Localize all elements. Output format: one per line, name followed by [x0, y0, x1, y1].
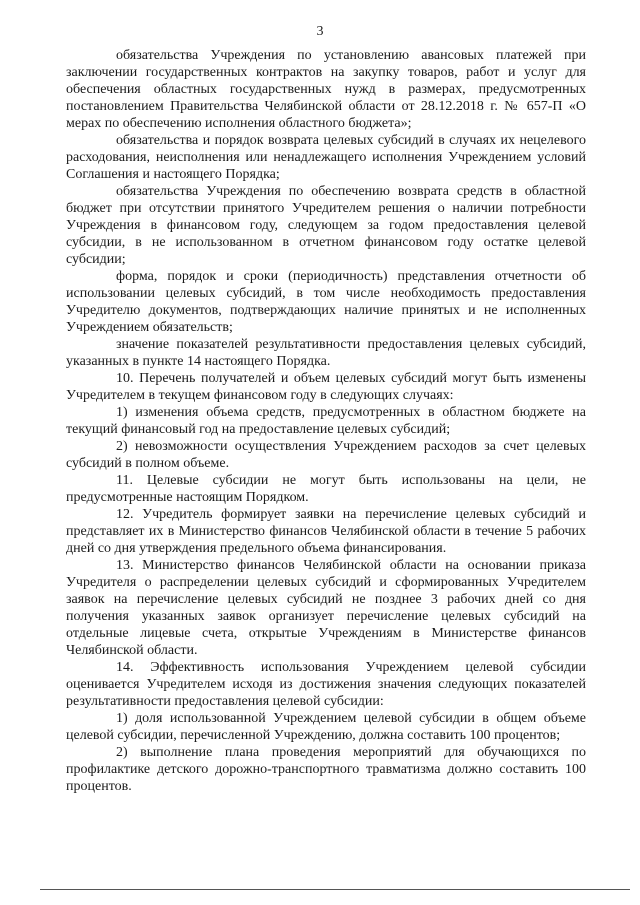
page-number: 3: [316, 24, 324, 39]
paragraph-item-10-1: 1) изменения объема средств, предусмотренных в областном бюджете на текущий финансовый год на предоставление целевых субсидий;: [66, 405, 586, 437]
bottom-divider: [40, 889, 630, 890]
paragraph-item-13: 13. Министерство финансов Челябинской области на основании приказа Учредителя о распределении целевых субсидий и сформированных Учредителем заявок на перечисление целевых субсидий не позднее 3 рабочих дней со дня получения указанных заявок организует перечисление целевых субсидий на отдельные лицевые счета, открытые Учреждениям в Министерстве финансов Челябинской области.: [66, 558, 586, 658]
paragraph-item-12: 12. Учредитель формирует заявки на перечисление целевых субсидий и представляет их в Министерство финансов Челябинской области в течение 5 рабочих дней со дня утверждения предельного объема финансирования.: [66, 507, 586, 556]
document-body: [66, 47, 586, 795]
paragraph-item-14-1: 1) доля использованной Учреждением целевой субсидии в общем объеме целевой субсидии, перечисленной Учреждению, должна составить 100 процентов;: [66, 711, 586, 743]
paragraph-reporting-form: форма, порядок и сроки (периодичность) представления отчетности об использовании целевых субсидий, в том числе необходимость предоставления Учредителю документов, подтверждающих наличие принятых и не исполненных Учреждением обязательств;: [66, 269, 586, 335]
paragraph-item-14-2: 2) выполнение плана проведения мероприятий для обучающихся по профилактике детского дорожно-транспортного травматизма должно составить 100 процентов.: [66, 745, 586, 794]
paragraph-obligation-advance-payments: обязательства Учреждения по установлению авансовых платежей при заключении государственных контрактов на закупку товаров, работ и услуг для обеспечения областных государственных нужд в размерах, предусмотренных постановлением Правительства Челябинской области от 28.12.2018 г. № 657-П «О мерах по обеспечению исполнения областного бюджета»;: [66, 48, 586, 131]
paragraph-item-10: 10. Перечень получателей и объем целевых субсидий могут быть изменены Учредителем в текущем финансовом году в следующих случаях:: [66, 371, 586, 403]
paragraph-item-10-2: 2) невозможности осуществления Учреждением расходов за счет целевых субсидий в полном объеме.: [66, 439, 586, 471]
paragraph-item-14: 14. Эффективность использования Учреждением целевой субсидии оценивается Учредителем исходя из достижения значения следующих показателей результативности предоставления целевой субсидии:: [66, 660, 586, 709]
paragraph-obligation-return-subsidies: обязательства и порядок возврата целевых субсидий в случаях их нецелевого расходования, неисполнения или ненадлежащего исполнения Учреждением условий Соглашения и настоящего Порядка;: [66, 133, 586, 182]
paragraph-obligation-return-funds: обязательства Учреждения по обеспечению возврата средств в областной бюджет при отсутствии принятого Учредителем решения о наличии потребности Учреждения в финансовом году, следующем за годом предоставления целевой субсидии, в не использованном в отчетном финансовом году остатке целевой субсидии;: [66, 184, 586, 267]
paragraph-item-11: 11. Целевые субсидии не могут быть использованы на цели, не предусмотренные настоящим Порядком.: [66, 473, 586, 505]
paragraph-performance-indicators: значение показателей результативности предоставления целевых субсидий, указанных в пункте 14 настоящего Порядка.: [66, 337, 586, 369]
